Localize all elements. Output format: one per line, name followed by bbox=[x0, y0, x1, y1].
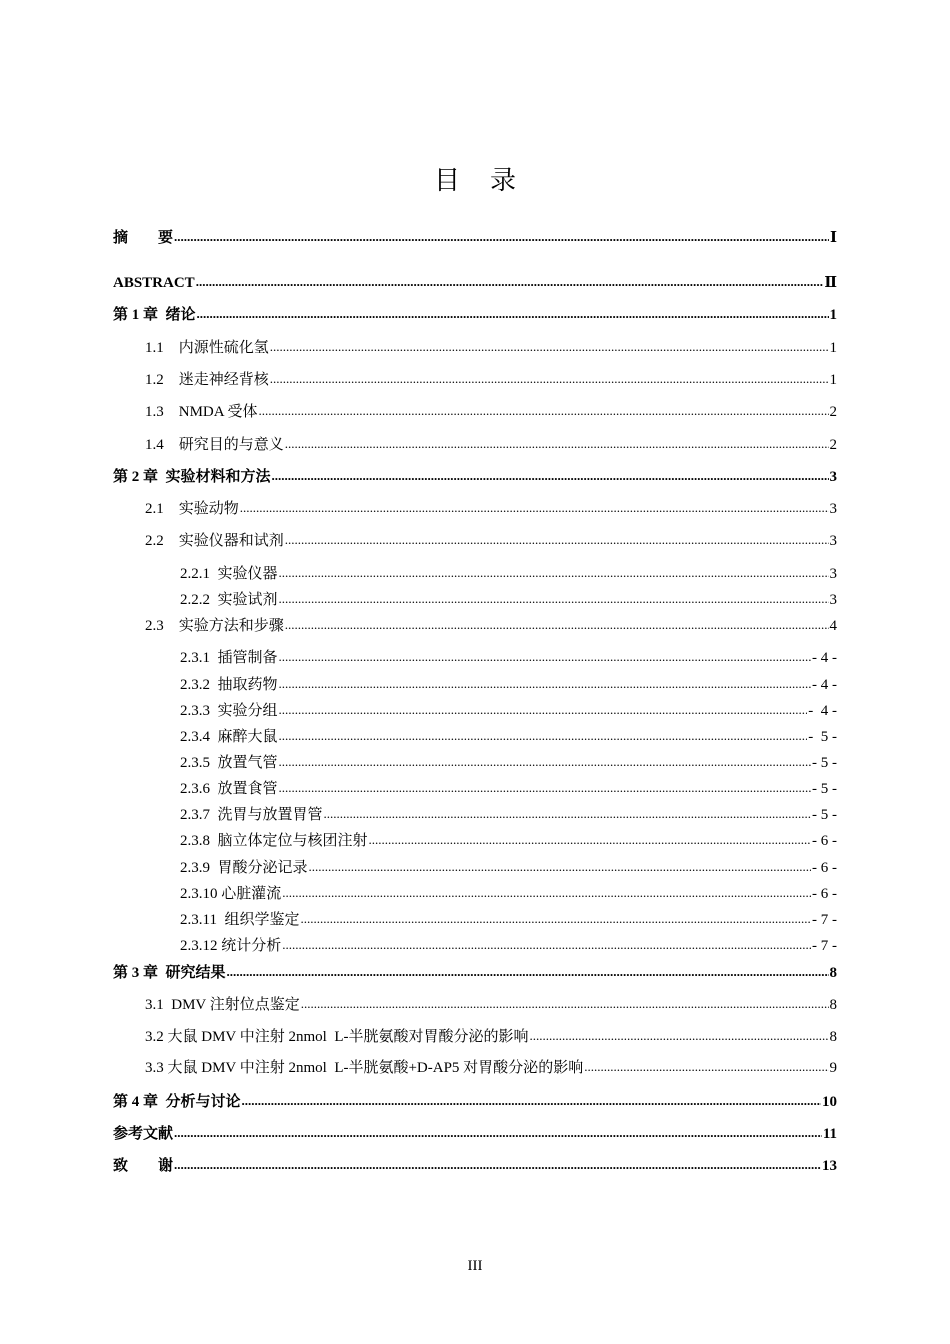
toc-entry-label: 3.3 大鼠 DMV 中注射 2nmol L-半胱氨酸+D-AP5 对胃酸分泌的影响 bbox=[145, 1060, 584, 1076]
toc-entry[interactable] bbox=[145, 499, 837, 519]
toc-entry-page-number: 3 bbox=[829, 566, 837, 582]
toc-leader-dots bbox=[279, 727, 808, 747]
toc-entry[interactable] bbox=[113, 467, 837, 487]
toc-entry-page-number: - 5 - bbox=[812, 781, 837, 797]
toc-entry-page-number: - 5 - bbox=[812, 755, 837, 771]
toc-entry[interactable] bbox=[180, 805, 837, 825]
toc-entry-label: 2.3.4 麻醉大鼠 bbox=[180, 729, 278, 745]
toc-entry-page-number: 9 bbox=[829, 1060, 837, 1076]
toc-entry-label: 2.3.5 放置气管 bbox=[180, 755, 278, 771]
toc-entry-label: 2.3.6 放置食管 bbox=[180, 781, 278, 797]
toc-entry[interactable] bbox=[180, 590, 837, 610]
toc-entry[interactable] bbox=[180, 701, 837, 721]
toc-entry-page-number: 3 bbox=[829, 592, 837, 608]
toc-entry[interactable] bbox=[180, 727, 837, 747]
toc-entry-label: 2.3.10 心脏灌流 bbox=[180, 886, 282, 902]
toc-leader-dots bbox=[279, 590, 829, 610]
toc-leader-dots bbox=[282, 884, 811, 904]
toc-leader-dots bbox=[529, 1027, 828, 1047]
toc-entry[interactable] bbox=[180, 858, 837, 878]
toc-leader-dots bbox=[174, 228, 829, 248]
toc-entry-label: 第 4 章 分析与讨论 bbox=[113, 1094, 241, 1110]
toc-leader-dots bbox=[227, 963, 829, 983]
toc-entry-label: 2.3.8 脑立体定位与核团注射 bbox=[180, 833, 368, 849]
toc-entry-page-number: 13 bbox=[822, 1158, 837, 1174]
toc-entry[interactable] bbox=[180, 564, 837, 584]
toc-entry-label: 1.4 研究目的与意义 bbox=[145, 437, 284, 453]
toc-leader-dots bbox=[270, 370, 829, 390]
page-title-char-2: 录 bbox=[490, 166, 517, 195]
toc-entry[interactable] bbox=[145, 338, 837, 358]
toc-entry-label: 2.2.1 实验仪器 bbox=[180, 566, 278, 582]
toc-leader-dots bbox=[324, 805, 811, 825]
toc-entry-label: 2.3.7 洗胃与放置胃管 bbox=[180, 807, 323, 823]
toc-entry-page-number: 2 bbox=[829, 404, 837, 420]
toc-entry-page-number: Ⅰ bbox=[829, 230, 837, 246]
toc-entry[interactable] bbox=[180, 936, 837, 956]
toc-leader-dots bbox=[197, 305, 829, 325]
toc-entry-page-number: 2 bbox=[829, 437, 837, 453]
toc-entry-label: 1.2 迷走神经背核 bbox=[145, 372, 269, 388]
toc-entry-label: 第 3 章 研究结果 bbox=[113, 965, 226, 981]
toc-entry-label: 致 谢 bbox=[113, 1158, 174, 1174]
toc-entry-label: 摘 要 bbox=[113, 230, 174, 246]
toc-entry[interactable] bbox=[180, 910, 837, 930]
toc-entry[interactable] bbox=[180, 648, 837, 668]
toc-leader-dots bbox=[301, 995, 829, 1015]
toc-entry-page-number: 3 bbox=[829, 533, 837, 549]
toc-entry-page-number: - 5 - bbox=[812, 807, 837, 823]
toc-entry-page-number: 11 bbox=[822, 1126, 837, 1142]
toc-entry-page-number: 10 bbox=[822, 1094, 837, 1110]
toc-leader-dots bbox=[309, 858, 811, 878]
toc-entry-label: 2.2.2 实验试剂 bbox=[180, 592, 278, 608]
toc-entry[interactable] bbox=[145, 616, 837, 636]
toc-entry-page-number: Ⅱ bbox=[824, 275, 837, 291]
page-number-footer: III bbox=[467, 1258, 483, 1274]
page-title bbox=[0, 160, 950, 197]
toc-leader-dots bbox=[242, 1092, 821, 1112]
toc-entry[interactable] bbox=[113, 1124, 837, 1144]
toc-entry-label: 2.3.12 统计分析 bbox=[180, 938, 282, 954]
toc-leader-dots bbox=[285, 435, 829, 455]
toc-entry-label: ABSTRACT bbox=[113, 275, 195, 291]
toc-entry[interactable] bbox=[145, 531, 837, 551]
toc-entry[interactable] bbox=[145, 435, 837, 455]
page-title-char-1: 目 bbox=[433, 166, 460, 195]
toc-entry-page-number: - 4 - bbox=[812, 677, 837, 693]
toc-entry[interactable] bbox=[113, 963, 837, 983]
toc-leader-dots bbox=[279, 564, 829, 584]
toc-entry-page-number: 3 bbox=[829, 501, 837, 517]
toc-leader-dots bbox=[282, 936, 811, 956]
toc-entry[interactable] bbox=[113, 305, 837, 325]
toc-entry[interactable] bbox=[113, 1156, 837, 1176]
toc-entry-page-number: 1 bbox=[829, 307, 837, 323]
toc-entry[interactable] bbox=[180, 884, 837, 904]
toc-entry-label: 1.1 内源性硫化氢 bbox=[145, 340, 269, 356]
toc-entry-page-number: 8 bbox=[829, 965, 837, 981]
toc-leader-dots bbox=[285, 531, 829, 551]
toc-entry-label: 2.3.11 组织学鉴定 bbox=[180, 912, 300, 928]
toc-entry[interactable] bbox=[145, 1058, 837, 1078]
toc-entry[interactable] bbox=[145, 995, 837, 1015]
toc-entry-page-number: - 6 - bbox=[812, 886, 837, 902]
toc-leader-dots bbox=[240, 499, 829, 519]
toc-entry-page-number: - 7 - bbox=[812, 938, 837, 954]
toc-entry-label: 2.3.3 实验分组 bbox=[180, 703, 278, 719]
toc-entry-page-number: - 6 - bbox=[812, 833, 837, 849]
toc-entry-label: 2.2 实验仪器和试剂 bbox=[145, 533, 284, 549]
toc-entry[interactable] bbox=[180, 831, 837, 851]
toc-entry-page-number: - 4 - bbox=[808, 703, 837, 719]
toc-leader-dots bbox=[270, 338, 829, 358]
toc-entry-page-number: 1 bbox=[829, 340, 837, 356]
toc-entry-label: 参考文献 bbox=[113, 1126, 174, 1142]
toc-entry-page-number: - 4 - bbox=[812, 650, 837, 666]
toc-leader-dots bbox=[174, 1124, 822, 1144]
toc-entry[interactable] bbox=[180, 675, 837, 695]
toc-entry-label: 2.3.2 抽取药物 bbox=[180, 677, 278, 693]
toc-entry-label: 第 2 章 实验材料和方法 bbox=[113, 469, 271, 485]
toc-leader-dots bbox=[279, 701, 808, 721]
toc-entry-page-number: 1 bbox=[829, 372, 837, 388]
toc-entry-page-number: 8 bbox=[829, 1029, 837, 1045]
toc-entry[interactable] bbox=[113, 228, 837, 248]
toc-entry[interactable] bbox=[113, 273, 837, 293]
toc-leader-dots bbox=[259, 402, 829, 422]
toc-leader-dots bbox=[272, 467, 829, 487]
toc-entry-page-number: 4 bbox=[829, 618, 837, 634]
toc-leader-dots bbox=[300, 910, 811, 930]
toc-leader-dots bbox=[584, 1058, 828, 1078]
toc-leader-dots bbox=[369, 831, 811, 851]
toc-entry-page-number: - 5 - bbox=[808, 729, 837, 745]
toc-entry-label: 3.1 DMV 注射位点鉴定 bbox=[145, 997, 300, 1013]
toc-entry-page-number: - 6 - bbox=[812, 860, 837, 876]
toc-entry[interactable] bbox=[145, 370, 837, 390]
toc-leader-dots bbox=[196, 273, 824, 293]
toc-leader-dots bbox=[279, 648, 811, 668]
toc-entry-label: 2.1 实验动物 bbox=[145, 501, 239, 517]
toc-leader-dots bbox=[174, 1156, 821, 1176]
toc-leader-dots bbox=[285, 616, 829, 636]
toc-entry[interactable] bbox=[180, 753, 837, 773]
toc-entry-label: 第 1 章 绪论 bbox=[113, 307, 196, 323]
toc-leader-dots bbox=[279, 753, 811, 773]
toc-leader-dots bbox=[279, 779, 811, 799]
toc-entry-label: 2.3.1 插管制备 bbox=[180, 650, 278, 666]
toc-entry-page-number: 3 bbox=[829, 469, 837, 485]
toc-entry-label: 2.3 实验方法和步骤 bbox=[145, 618, 284, 634]
toc-entry[interactable] bbox=[145, 1027, 837, 1047]
toc-entry[interactable] bbox=[113, 1092, 837, 1112]
toc-entry-label: 3.2 大鼠 DMV 中注射 2nmol L-半胱氨酸对胃酸分泌的影响 bbox=[145, 1029, 529, 1045]
toc-entry-label: 2.3.9 胃酸分泌记录 bbox=[180, 860, 308, 876]
toc-entry[interactable] bbox=[180, 779, 837, 799]
toc-entry[interactable] bbox=[145, 402, 837, 422]
toc-entry-label: 1.3 NMDA 受体 bbox=[145, 404, 258, 420]
toc-entry-page-number: - 7 - bbox=[812, 912, 837, 928]
toc-leader-dots bbox=[279, 675, 811, 695]
toc-entry-page-number: 8 bbox=[829, 997, 837, 1013]
